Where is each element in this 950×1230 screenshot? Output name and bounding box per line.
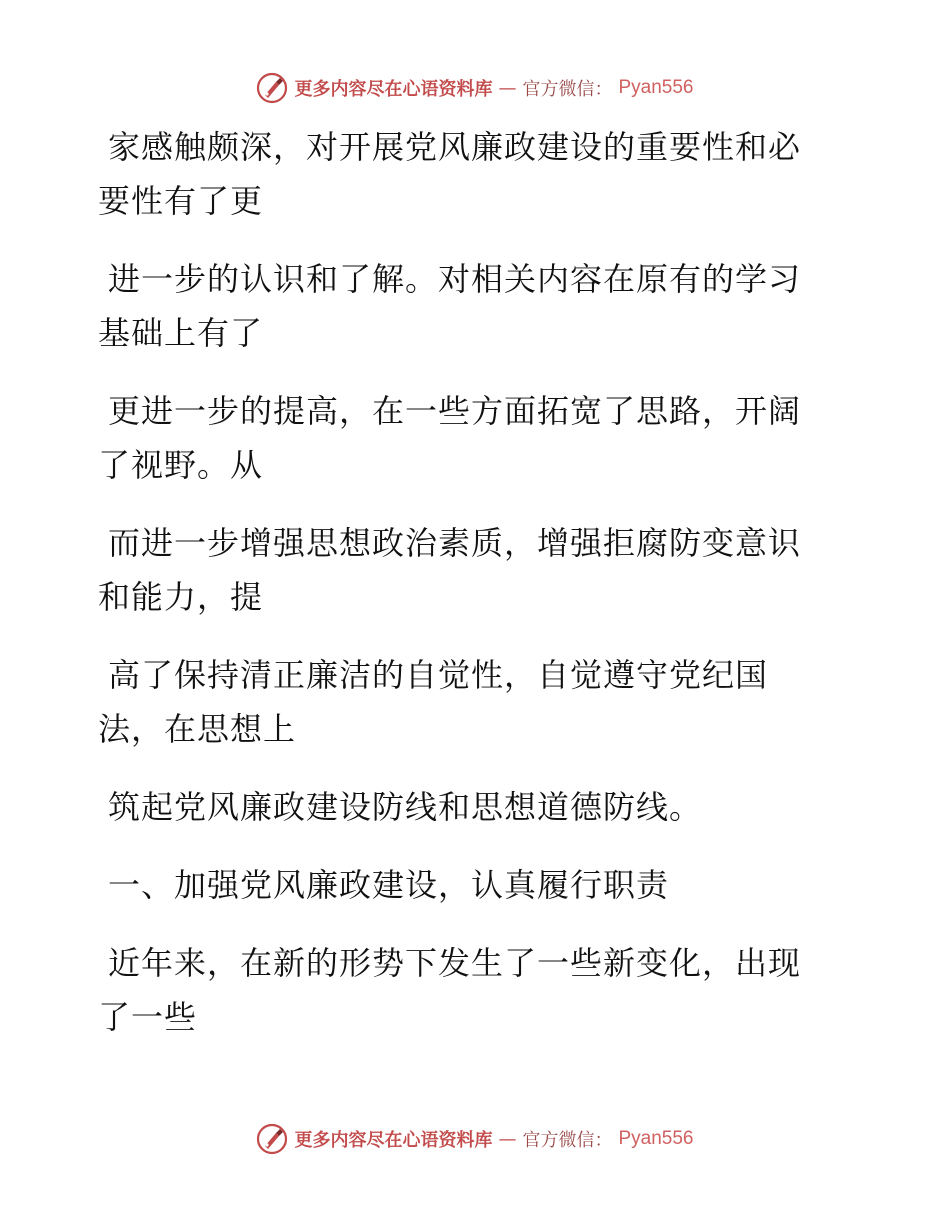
paragraph	[98, 120, 858, 228]
pen-nib-logo-icon	[256, 72, 288, 104]
pen-nib-logo-icon	[256, 1123, 288, 1155]
paragraph-line: 近年来，在新的形势下发生了一些新变化，出现	[108, 944, 802, 982]
paragraph-line: 了视野。从	[98, 446, 264, 484]
paragraph-line: 家感触颇深，对开展党风廉政建设的重要性和必	[108, 128, 802, 166]
heading-text: 一、加强党风廉政建设，认真履行职责	[108, 866, 670, 904]
footer-dash: —	[498, 1128, 517, 1150]
header-dash: —	[498, 77, 517, 99]
paragraph-line: 和能力，提	[98, 578, 264, 616]
paragraph-line: 高了保持清正廉洁的自觉性，自觉遵守党纪国	[108, 656, 769, 694]
header-wechat-label: 官方微信：	[522, 79, 613, 100]
paragraph-line: 了一些	[98, 998, 198, 1036]
header-brand-text: 更多内容尽在心语资料库	[294, 79, 493, 100]
page-header-watermark	[0, 72, 950, 104]
paragraph-line: 进一步的认识和了解。对相关内容在原有的学习	[108, 260, 802, 298]
page-footer-watermark	[0, 1123, 950, 1155]
footer-wechat-id: Pyan556	[618, 1128, 694, 1149]
paragraph-line: 而进一步增强思想政治素质，增强拒腐防变意识	[108, 524, 802, 562]
footer-wechat-label: 官方微信：	[522, 1130, 613, 1151]
paragraph-line: 要性有了更	[98, 182, 264, 220]
paragraph-line: 基础上有了	[98, 314, 264, 352]
paragraph-line: 筑起党风廉政建设防线和思想道德防线。	[108, 788, 703, 826]
paragraph-line: 更进一步的提高，在一些方面拓宽了思路，开阔	[108, 392, 802, 430]
footer-brand-text: 更多内容尽在心语资料库	[294, 1130, 493, 1151]
paragraph	[98, 384, 858, 492]
section-heading	[98, 858, 858, 912]
header-wechat-id: Pyan556	[618, 77, 694, 98]
paragraph	[98, 648, 858, 756]
paragraph-line: 法，在思想上	[98, 710, 297, 748]
document-body	[98, 120, 858, 1068]
paragraph	[98, 936, 858, 1044]
paragraph	[98, 252, 858, 360]
paragraph	[98, 516, 858, 624]
paragraph	[98, 780, 858, 834]
